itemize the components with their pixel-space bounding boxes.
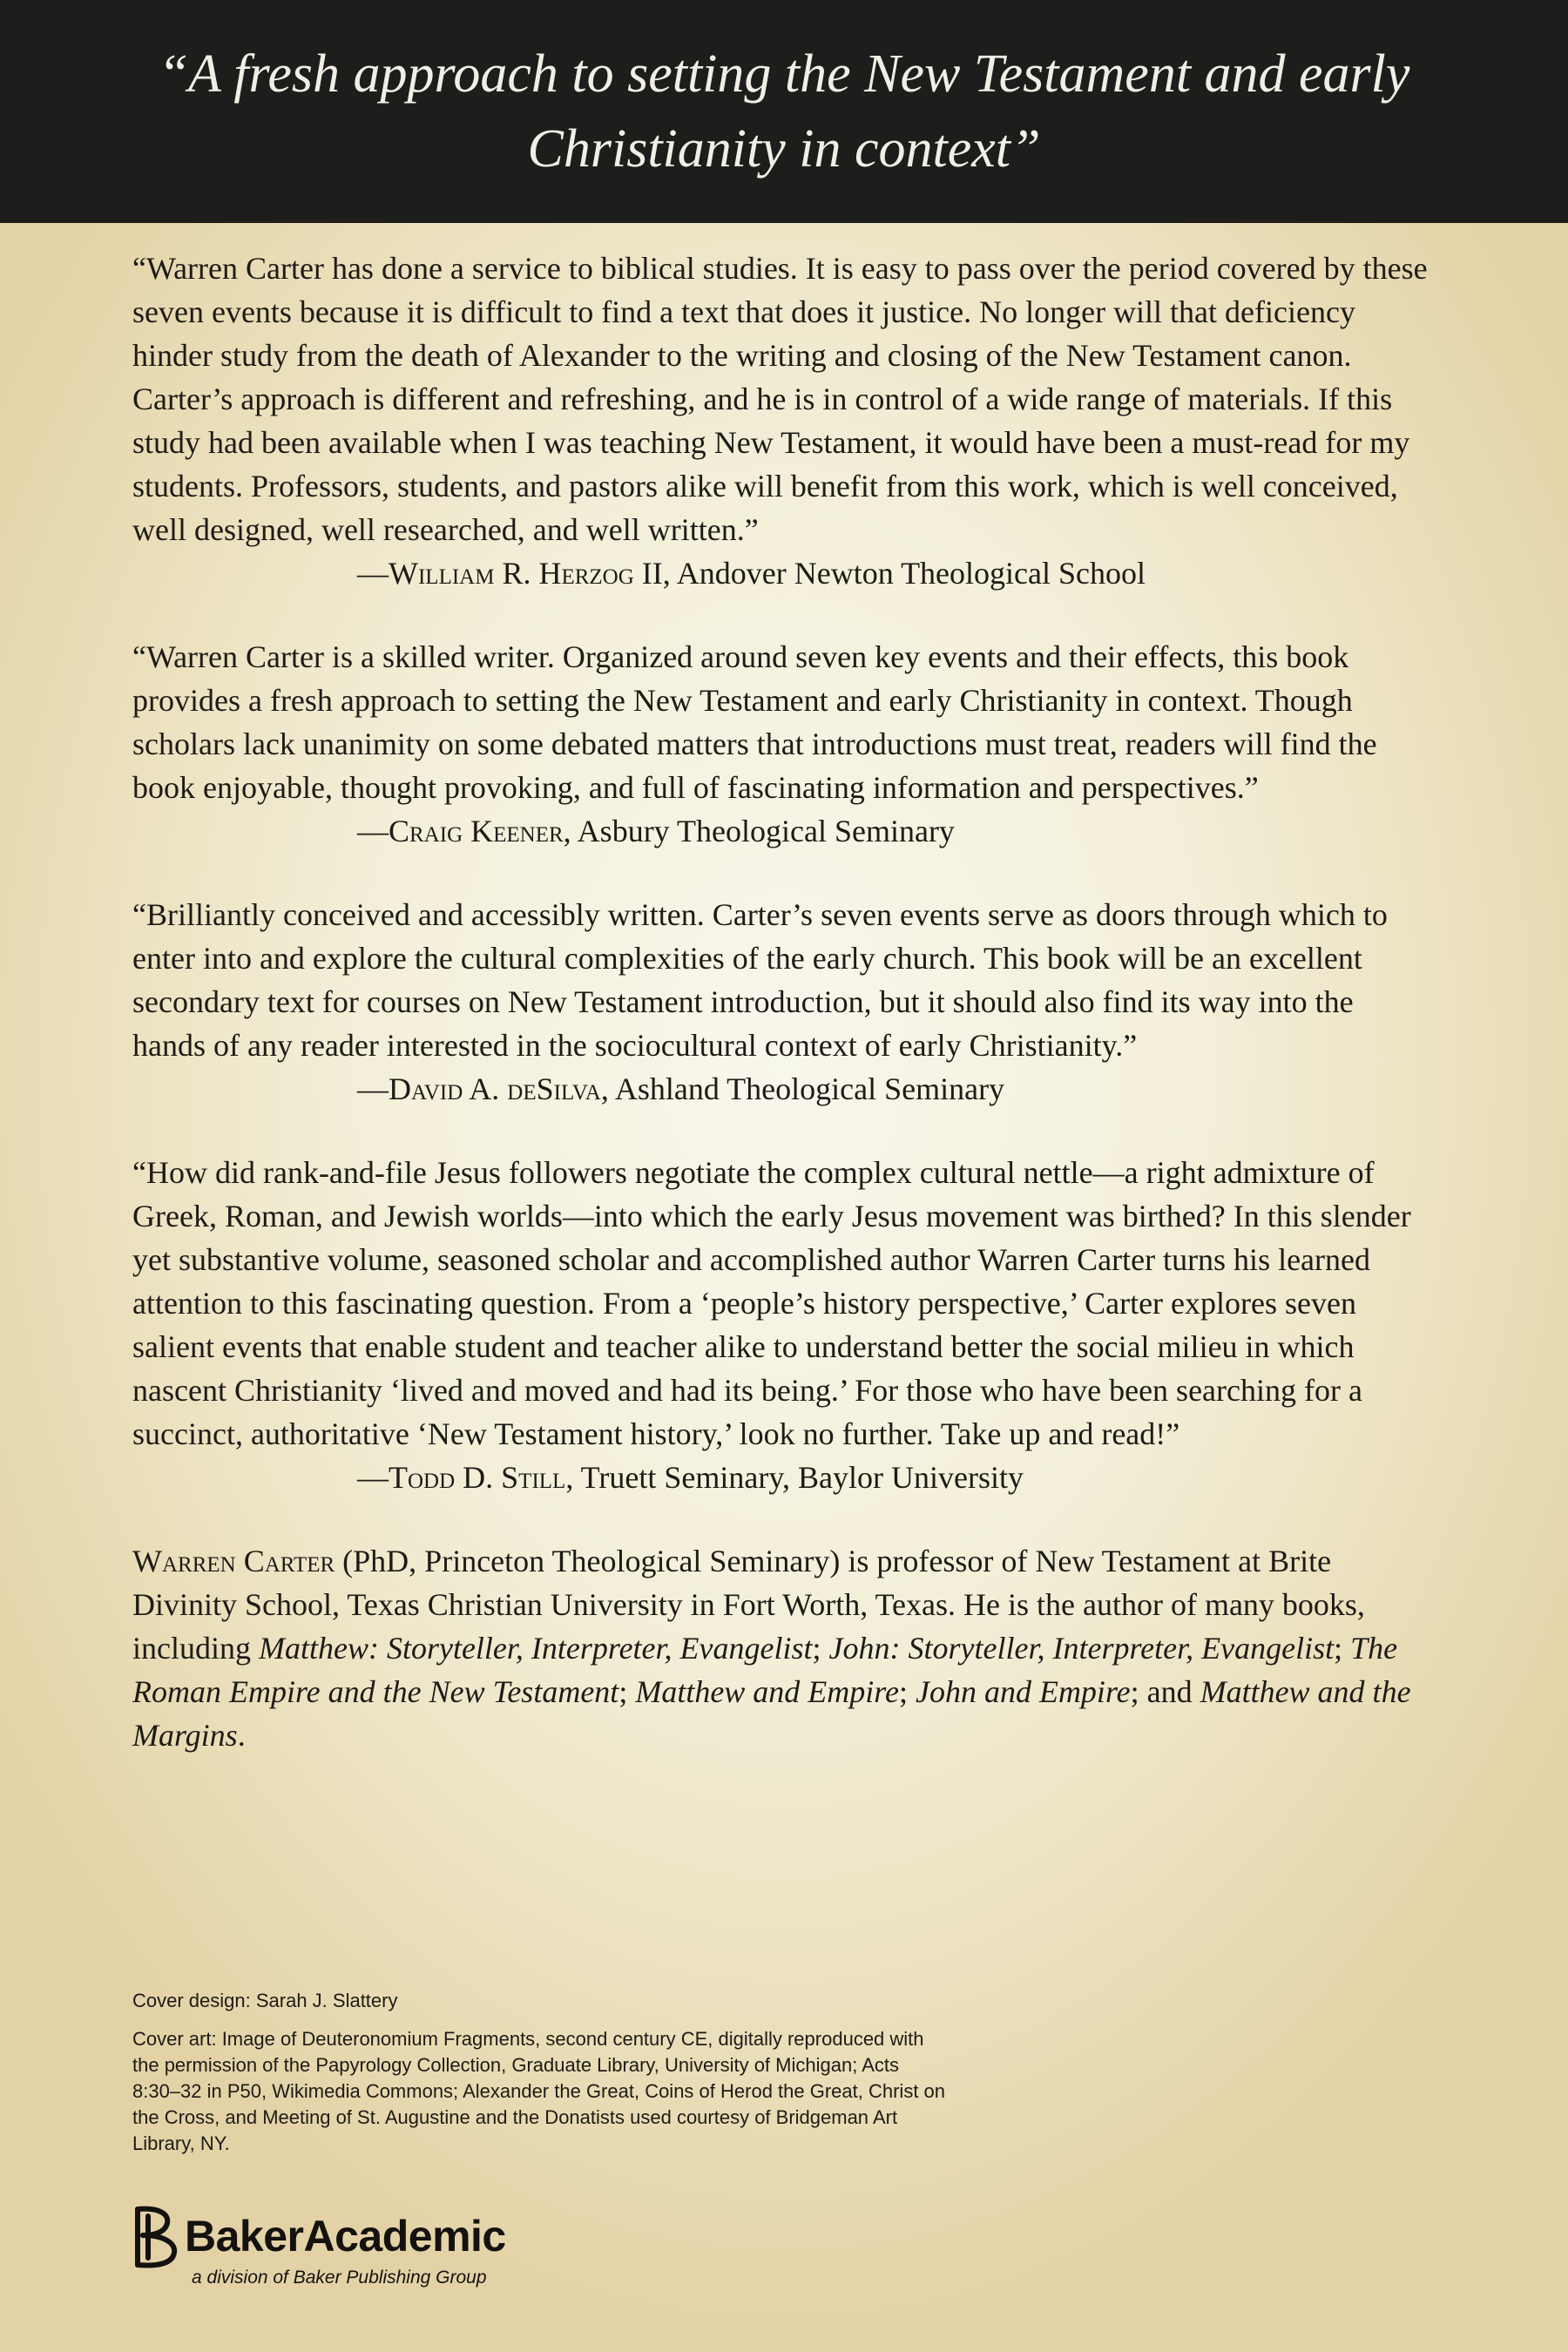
separator: ; and bbox=[1130, 1674, 1200, 1709]
publisher-logo bbox=[131, 2197, 584, 2293]
separator: . bbox=[237, 1718, 246, 1753]
endorsement bbox=[132, 893, 1430, 1111]
endorsement-quote: “Brilliantly conceived and accessibly written. Carter’s seven events serve as doors through which to enter into and explore the cultural complexities of the early church. This book will be an excellent secondary text for courses on New Testament introduction, but it should also find its way into the hands of any reader interested in the sociocultural context of early Christianity.” bbox=[132, 897, 1388, 1063]
em-dash: — bbox=[357, 1460, 389, 1495]
endorsement-attribution bbox=[132, 1456, 1430, 1499]
endorsement-quote: “Warren Carter is a skilled writer. Organized around seven key events and their effects, this book provides a fresh approach to setting the New Testament and early Christianity in context. Though scholars lack unanimity on some debated matters that introductions must treat, readers will find the book enjoyable, thought provoking, and full of fascinating information and perspectives.” bbox=[132, 639, 1377, 805]
separator: ; bbox=[618, 1674, 636, 1709]
back-cover-text bbox=[132, 247, 1430, 1757]
endorsement bbox=[132, 1151, 1430, 1499]
endorser-affiliation: , Asbury Theological Seminary bbox=[563, 814, 955, 848]
separator: ; bbox=[898, 1674, 916, 1709]
endorsement-attribution bbox=[132, 551, 1430, 595]
endorsement-quote: “How did rank-and-file Jesus followers negotiate the complex cultural nettle—a right admixture of Greek, Roman, and Jewish worlds—into which the early Jesus movement was birthed? In this slender yet substantive volume, seasoned scholar and accomplished author Warren Carter turns his learned attention to this fascinating question. From a ‘people’s history perspective,’ Carter explores seven salient events that enable student and teacher alike to understand better the social milieu in which nascent Christianity ‘lived and moved and had its being.’ For those who have been searching for a succinct, authoritative ‘New Testament history,’ look no further. Take up and read!” bbox=[132, 1155, 1411, 1451]
book-title: John and Empire bbox=[915, 1674, 1131, 1709]
book-title: Matthew: Storyteller, Interpreter, Evangelist bbox=[258, 1631, 813, 1666]
endorser-name: Todd D. Still bbox=[389, 1460, 566, 1495]
header-band bbox=[0, 0, 1568, 223]
book-title: Matthew and Empire bbox=[635, 1674, 899, 1709]
endorser-affiliation: , Ashland Theological Seminary bbox=[600, 1071, 1005, 1106]
publisher-name: BakerAcademic bbox=[185, 2212, 506, 2261]
author-bio bbox=[132, 1539, 1430, 1757]
bio-text: (PhD, Princeton Theological Seminary) is professor of New Testament at Brite Divinity School, Texas Christian University in Fort Worth, Texas. He is the author of many books, including bbox=[132, 1544, 1365, 1666]
book-title: The Roman Empire and the New Testament bbox=[132, 1631, 1398, 1709]
em-dash: — bbox=[357, 556, 389, 591]
endorsement-attribution bbox=[132, 809, 1430, 853]
endorsement bbox=[132, 247, 1430, 595]
endorser-affiliation: , Andover Newton Theological School bbox=[662, 556, 1146, 591]
em-dash: — bbox=[357, 1071, 389, 1106]
cover-art-credit: Cover art: Image of Deuteronomium Fragments, second century CE, digitally reproduced with the permission of the Papyrology Collection, Graduate Library, University of Michigan; Acts 8:30–32 in P50, Wikimedia Commons; Alexander the Great, Coins of Herod the Great, Christ on the Cross, and Meeting of St. Augustine and the Donatists used courtesy of Bridgeman Art Library, NY. bbox=[132, 2028, 946, 2154]
cover-credits bbox=[132, 1988, 1004, 2157]
endorsement bbox=[132, 635, 1430, 853]
baker-b-logo-icon bbox=[131, 2204, 181, 2270]
separator: ; bbox=[812, 1631, 829, 1666]
endorsement-quote: “Warren Carter has done a service to biblical studies. It is easy to pass over the period covered by these seven events because it is difficult to find a text that does it justice. No longer will that deficiency hinder study from the death of Alexander to the writing and closing of the New Testament canon. Carter’s approach is different and refreshing, and he is in control of a wide range of materials. If this study had been available when I was teaching New Testament, it would have been a must-read for my students. Professors, students, and pastors alike will benefit from this work, which is well conceived, well designed, well researched, and well written.” bbox=[132, 251, 1428, 547]
endorsement-attribution bbox=[132, 1067, 1430, 1111]
cover-design-credit: Cover design: Sarah J. Slattery bbox=[132, 1990, 398, 2011]
endorser-name: William R. Herzog II bbox=[389, 556, 663, 591]
em-dash: — bbox=[357, 814, 389, 848]
book-title: Matthew and the Margins bbox=[132, 1674, 1411, 1753]
publisher-subtitle: a division of Baker Publishing Group bbox=[192, 2268, 487, 2288]
tagline: “A fresh approach to setting the New Testament and early Christianity in context” bbox=[158, 44, 1410, 179]
endorser-name: David A. deSilva bbox=[389, 1071, 601, 1106]
book-title: John: Storyteller, Interpreter, Evangelist bbox=[828, 1631, 1335, 1666]
separator: ; bbox=[1334, 1631, 1351, 1666]
endorser-affiliation: , Truett Seminary, Baylor University bbox=[565, 1460, 1024, 1495]
author-name: Warren Carter bbox=[132, 1544, 335, 1578]
endorser-name: Craig Keener bbox=[389, 814, 564, 848]
